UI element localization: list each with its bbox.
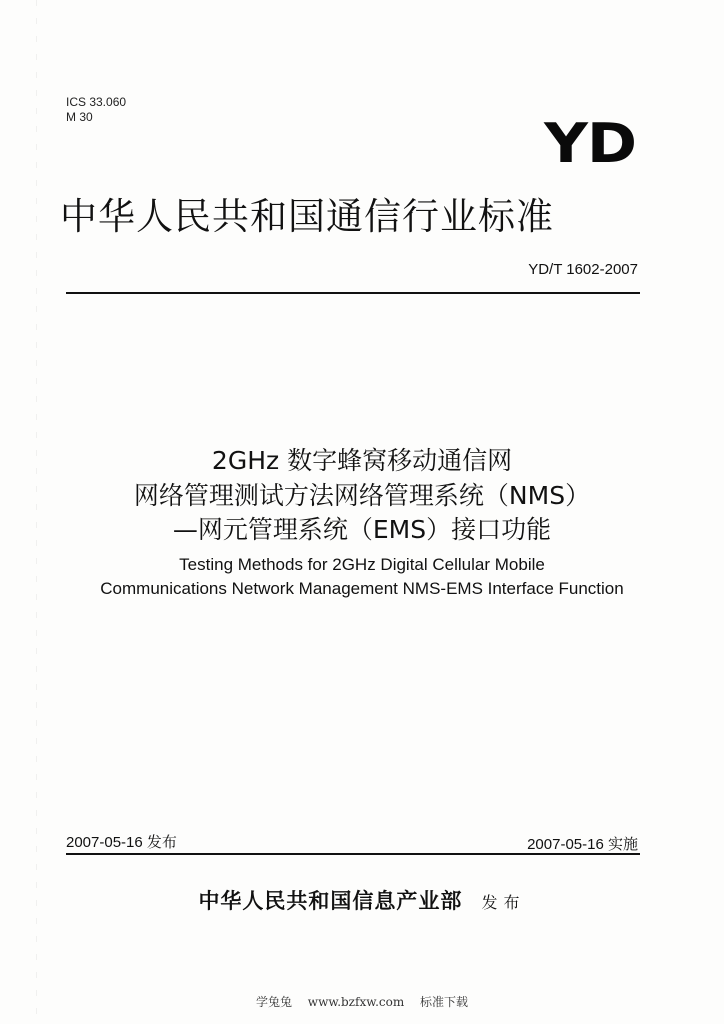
org-title: 中华人民共和国通信行业标准 [60, 195, 554, 238]
issuer-line [0, 885, 724, 915]
title-cn-line-2: 网络管理测试方法网络管理系统（NMS） [133, 481, 591, 510]
standard-number: YD/T 1602-2007 [528, 261, 638, 278]
ics-code: ICS 33.060 [66, 95, 127, 109]
title-en-line-2: Communications Network Management NMS-EMS Interface Function [100, 579, 624, 598]
title-en-line-1: Testing Methods for 2GHz Digital Cellular Mobile [179, 555, 545, 574]
title-cn-line-1: 2GHz 数字蜂窝移动通信网 [211, 446, 513, 475]
title-cn-line-3: —网元管理系统（EMS）接口功能 [172, 515, 552, 544]
yd-logo: YD [544, 112, 636, 175]
ccs-code: M 30 [66, 110, 93, 124]
footer-site-name: 学兔兔 [255, 995, 292, 1009]
implement-date: 2007-05-16 实施 [527, 836, 638, 853]
issuer-verb: 发布 [481, 893, 526, 912]
download-footer [0, 993, 724, 1010]
top-divider [66, 292, 640, 294]
issue-date: 2007-05-16 发布 [66, 834, 177, 851]
footer-slogan: 标准下载 [420, 995, 469, 1009]
issuer-name: 中华人民共和国信息产业部 [198, 888, 463, 913]
bottom-divider [66, 853, 640, 855]
classification-codes [66, 95, 126, 125]
footer-url-link[interactable]: www.bzfxw.com [307, 995, 405, 1009]
